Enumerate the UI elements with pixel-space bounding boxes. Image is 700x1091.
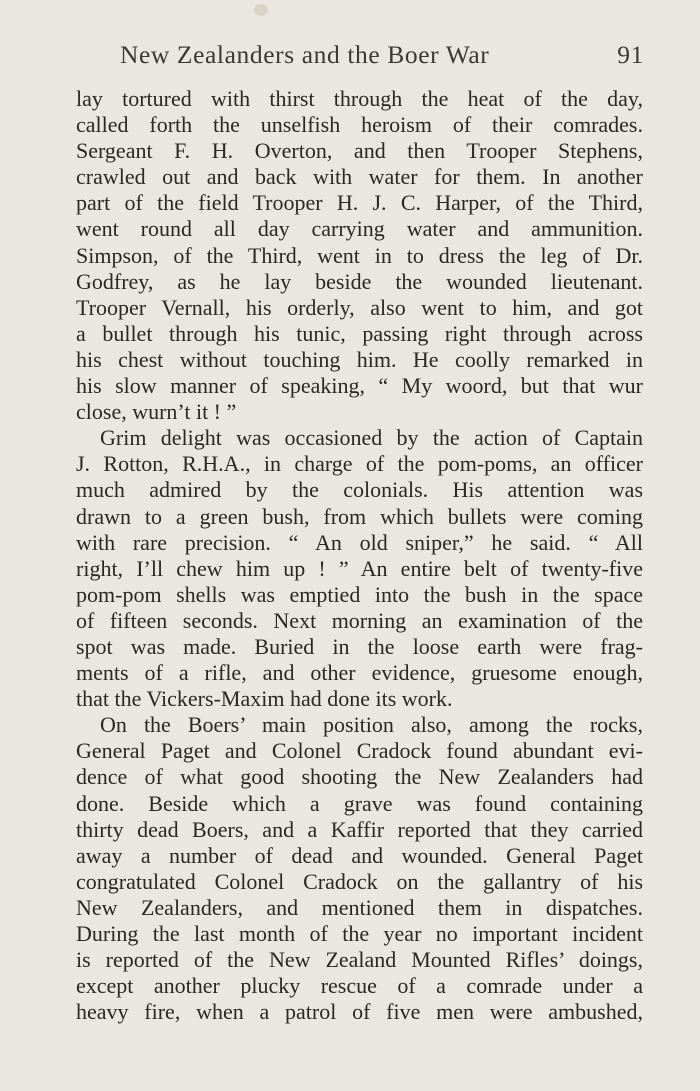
body-text: [76, 86, 643, 1025]
text-line: Trooper Vernall, his orderly, also went to him, and got: [76, 294, 643, 320]
text-line: Godfrey, as he lay beside the wounded lieutenant.: [76, 268, 643, 294]
text-line: ments of a rifle, and other evidence, gruesome enough,: [76, 660, 643, 686]
text-line: went round all day carrying water and ammunition.: [76, 216, 643, 242]
text-line: Simpson, of the Third, went in to dress the leg of Dr.: [76, 242, 643, 268]
text-line: called forth the unselfish heroism of their comrades.: [76, 112, 643, 138]
text-line: part of the field Trooper H. J. C. Harper, of the Third,: [76, 190, 643, 216]
text-line: Sergeant F. H. Overton, and then Trooper Stephens,: [76, 138, 643, 164]
text-line: lay tortured with thirst through the heat of the day,: [76, 86, 643, 111]
text-line: done. Beside which a grave was found containing: [76, 790, 643, 816]
paper-speck: [254, 4, 268, 16]
text-line: pom-pom shells was emptied into the bush in the space: [76, 581, 643, 607]
text-line: away a number of dead and wounded. General Paget: [76, 842, 643, 868]
text-line: a bullet through his tunic, passing right through across: [76, 320, 643, 346]
text-line: close, wurn’t it ! ”: [76, 399, 237, 425]
text-line: dence of what good shooting the New Zealanders had: [76, 764, 643, 790]
text-line: that the Vickers-Maxim had done its work.: [76, 686, 453, 712]
text-line: congratulated Colonel Cradock on the gallantry of his: [76, 868, 643, 894]
text-line: On the Boers’ main position also, among the rocks,: [100, 712, 643, 738]
text-line: except another plucky rescue of a comrade under a: [76, 973, 643, 999]
text-line: New Zealanders, and mentioned them in dispatches.: [76, 894, 643, 920]
text-line: General Paget and Colonel Cradock found abundant evi-: [76, 738, 643, 764]
running-head-title: New Zealanders and the Boer War: [120, 40, 490, 69]
text-line: his slow manner of speaking, “ My woord, but that wur: [76, 373, 643, 399]
text-line: right, I’ll chew him up ! ” An entire belt of twenty-five: [76, 555, 643, 581]
text-line: drawn to a green bush, from which bullets were coming: [76, 503, 643, 529]
text-line: of fifteen seconds. Next morning an examination of the: [76, 607, 643, 633]
text-line: his chest without touching him. He coolly remarked in: [76, 346, 643, 372]
page-number: 91: [617, 40, 644, 69]
text-line: thirty dead Boers, and a Kaffir reported that they carried: [76, 816, 643, 842]
text-line: crawled out and back with water for them. In another: [76, 164, 643, 190]
text-line: During the last month of the year no important incident: [76, 921, 643, 946]
text-line: with rare precision. “ An old sniper,” he said. “ All: [76, 529, 643, 555]
text-line: is reported of the New Zealand Mounted Rifles’ doings,: [76, 947, 643, 973]
text-line: heavy fire, when a patrol of five men were ambushed,: [76, 999, 643, 1025]
text-line: J. Rotton, R.H.A., in charge of the pom-poms, an officer: [76, 451, 643, 477]
text-line: Grim delight was occasioned by the action of Captain: [100, 425, 643, 451]
text-line: much admired by the colonials. His attention was: [76, 477, 643, 503]
running-head: [120, 40, 644, 74]
text-line: spot was made. Buried in the loose earth were frag-: [76, 633, 643, 659]
